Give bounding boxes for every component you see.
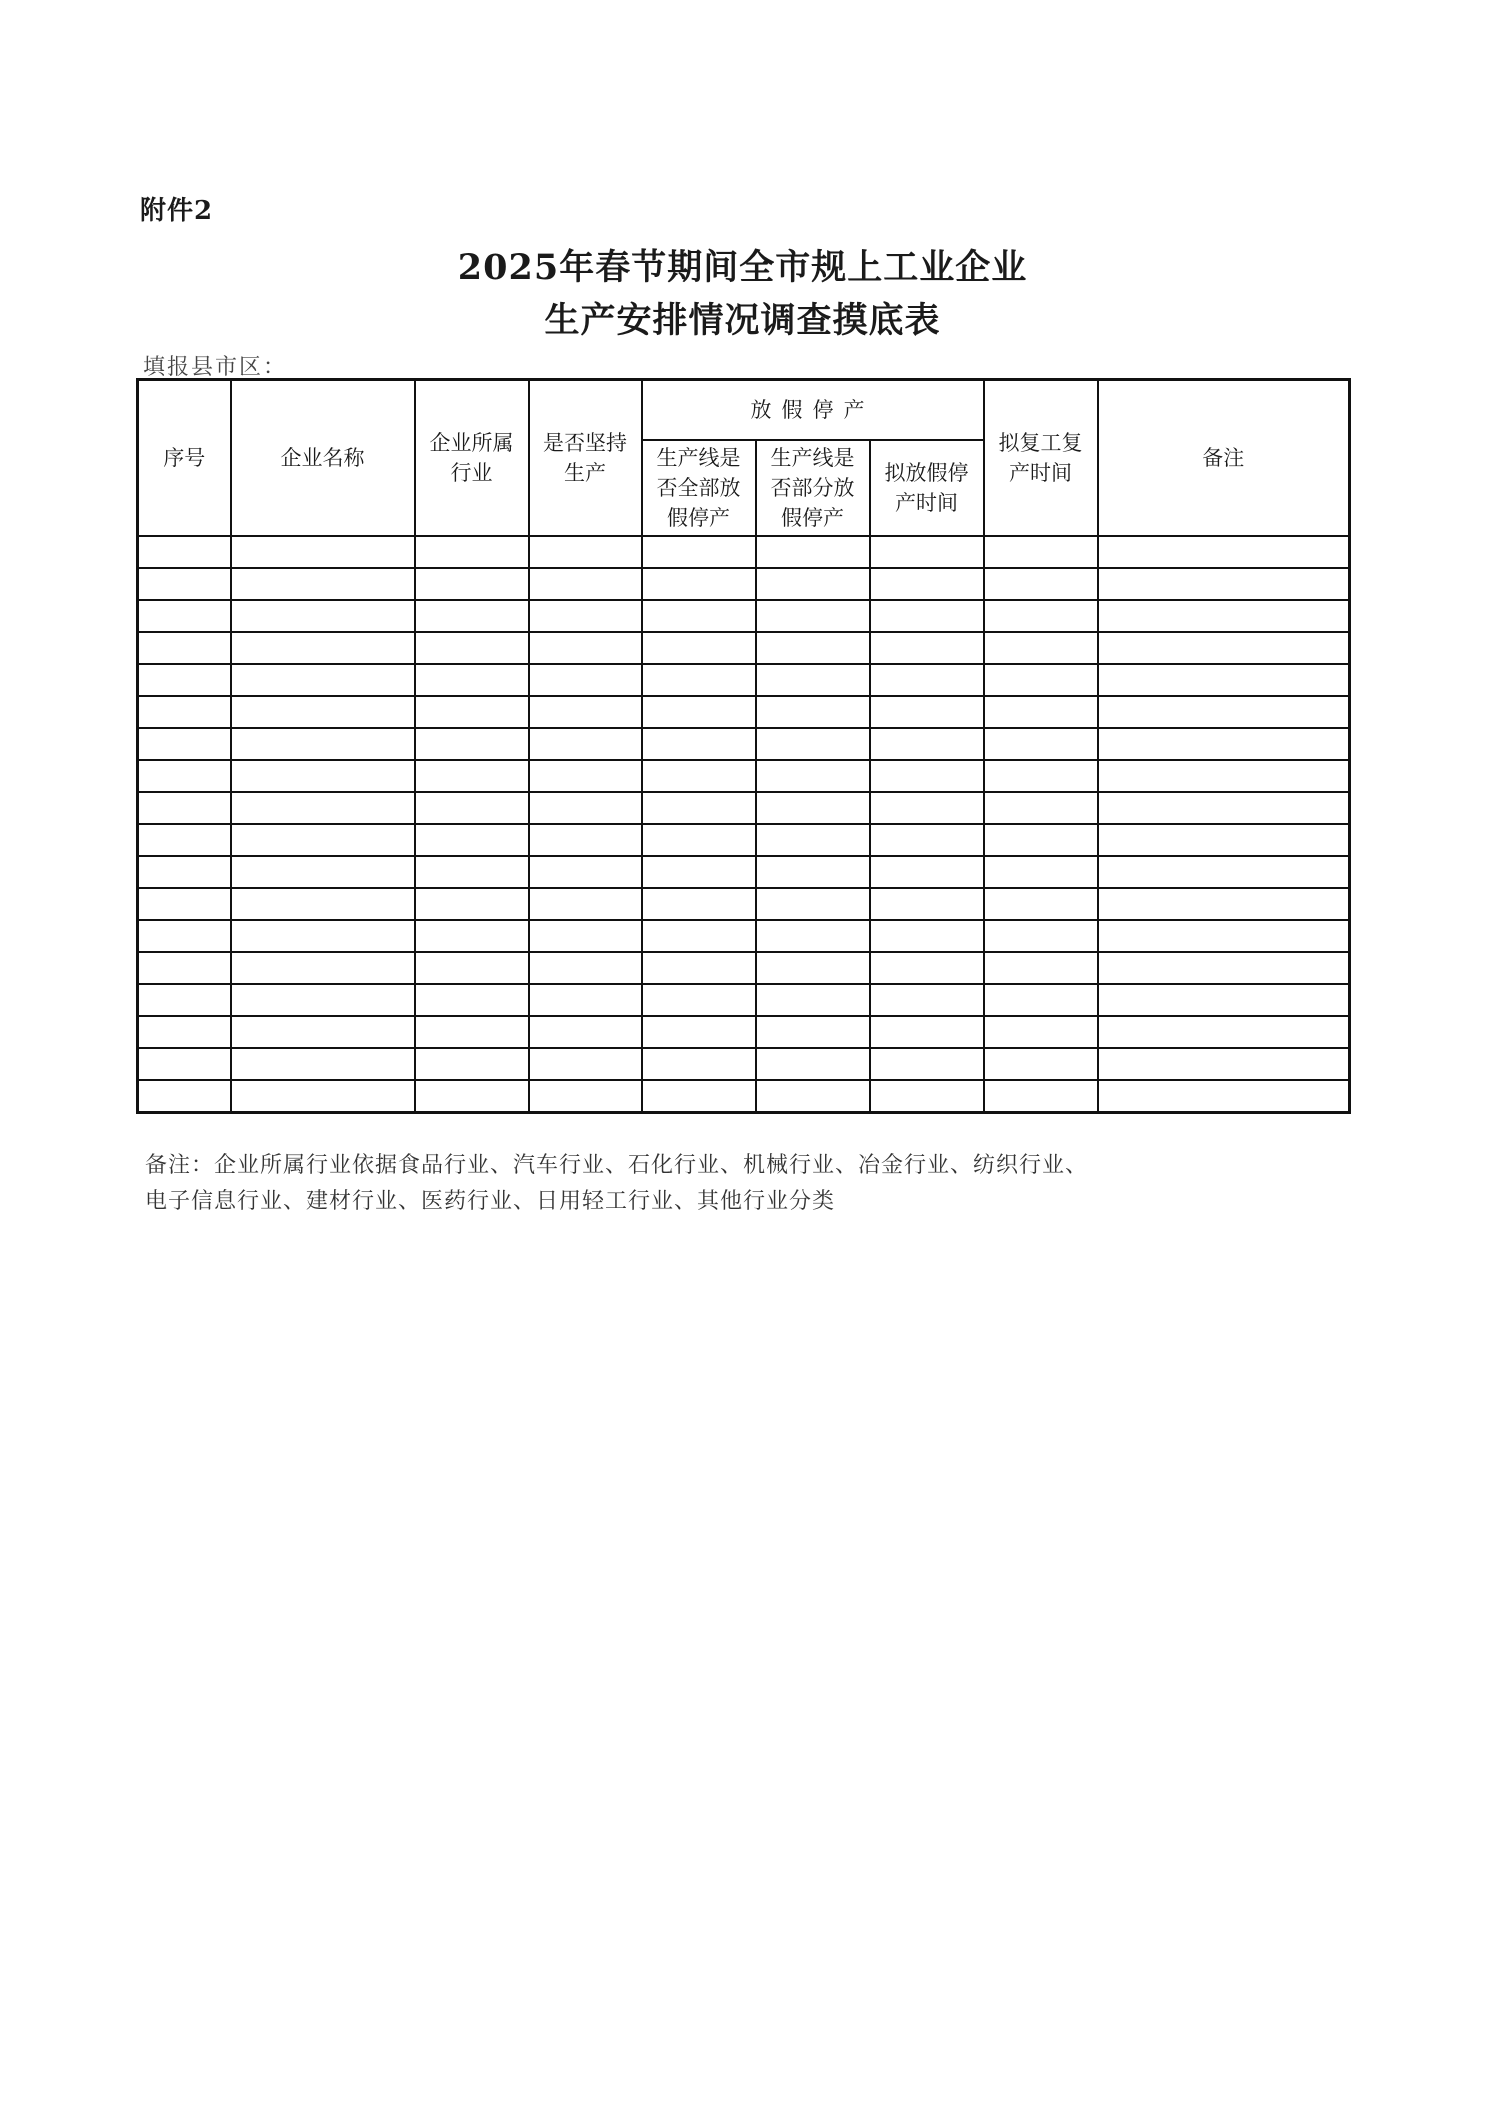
table-cell[interactable]: [529, 1080, 642, 1113]
table-row: [138, 792, 1350, 824]
table-cell[interactable]: [870, 1080, 984, 1113]
table-cell[interactable]: [642, 696, 756, 728]
table-cell[interactable]: [415, 920, 529, 952]
table-cell[interactable]: [529, 824, 642, 856]
table-row: [138, 600, 1350, 632]
table-cell[interactable]: [415, 888, 529, 920]
table-cell[interactable]: [642, 600, 756, 632]
table-cell[interactable]: [415, 824, 529, 856]
table-cell[interactable]: [756, 696, 870, 728]
table-cell[interactable]: [984, 600, 1098, 632]
table-cell[interactable]: [231, 984, 415, 1016]
table-row: [138, 696, 1350, 728]
table-cell[interactable]: [984, 824, 1098, 856]
table-cell[interactable]: [231, 1080, 415, 1113]
table-cell[interactable]: [756, 664, 870, 696]
table-cell[interactable]: [529, 600, 642, 632]
table-cell[interactable]: [870, 920, 984, 952]
table-cell[interactable]: [415, 760, 529, 792]
table-cell[interactable]: [1098, 856, 1350, 888]
table-cell[interactable]: [138, 792, 231, 824]
table-cell[interactable]: [529, 728, 642, 760]
header-seq: 序号: [138, 380, 231, 537]
table-cell[interactable]: [415, 856, 529, 888]
table-cell[interactable]: [756, 888, 870, 920]
table-cell[interactable]: [138, 696, 231, 728]
table-cell[interactable]: [870, 888, 984, 920]
table-cell[interactable]: [138, 1080, 231, 1113]
table-cell[interactable]: [529, 888, 642, 920]
table-cell[interactable]: [415, 632, 529, 664]
attachment-label: 附件2: [140, 196, 214, 226]
table-cell[interactable]: [1098, 888, 1350, 920]
table-cell[interactable]: [870, 568, 984, 600]
table-cell[interactable]: [231, 600, 415, 632]
table-cell[interactable]: [642, 1080, 756, 1113]
table-cell[interactable]: [529, 984, 642, 1016]
table-cell[interactable]: [642, 760, 756, 792]
table-cell[interactable]: [529, 536, 642, 568]
table-cell[interactable]: [642, 888, 756, 920]
table-cell[interactable]: [870, 632, 984, 664]
table-cell[interactable]: [138, 728, 231, 760]
table-cell[interactable]: [138, 1016, 231, 1048]
table-cell[interactable]: [756, 760, 870, 792]
table-cell[interactable]: [231, 888, 415, 920]
table-cell[interactable]: [1098, 696, 1350, 728]
table-cell[interactable]: [1098, 952, 1350, 984]
header-line-partial-stop: 生产线是否部分放假停产: [756, 440, 870, 536]
table-cell[interactable]: [984, 1048, 1098, 1080]
table-cell[interactable]: [984, 1016, 1098, 1048]
table-row: [138, 664, 1350, 696]
table-cell[interactable]: [1098, 632, 1350, 664]
table-cell[interactable]: [642, 568, 756, 600]
table-row: [138, 1080, 1350, 1113]
table-cell[interactable]: [1098, 1080, 1350, 1113]
table-cell[interactable]: [415, 792, 529, 824]
table-cell[interactable]: [231, 792, 415, 824]
table-cell[interactable]: [870, 664, 984, 696]
table-cell[interactable]: [138, 568, 231, 600]
table-row: [138, 920, 1350, 952]
table-cell[interactable]: [984, 696, 1098, 728]
header-planned-holiday-time: 拟放假停产时间: [870, 440, 984, 536]
table-cell[interactable]: [529, 632, 642, 664]
table-cell[interactable]: [984, 856, 1098, 888]
table-cell[interactable]: [870, 728, 984, 760]
table-cell[interactable]: [642, 536, 756, 568]
table-cell[interactable]: [870, 952, 984, 984]
table-cell[interactable]: [231, 568, 415, 600]
table-cell[interactable]: [756, 792, 870, 824]
table-cell[interactable]: [870, 1048, 984, 1080]
table-cell[interactable]: [642, 1016, 756, 1048]
table-cell[interactable]: [138, 984, 231, 1016]
table-cell[interactable]: [870, 600, 984, 632]
table-cell[interactable]: [231, 824, 415, 856]
table-row: [138, 632, 1350, 664]
table-cell[interactable]: [415, 536, 529, 568]
table-cell[interactable]: [529, 664, 642, 696]
table-cell[interactable]: [1098, 984, 1350, 1016]
survey-table: [136, 378, 1351, 1114]
header-planned-resume-time: 拟复工复产时间: [984, 380, 1098, 537]
table-cell[interactable]: [138, 664, 231, 696]
table-cell[interactable]: [984, 536, 1098, 568]
table-cell[interactable]: [138, 920, 231, 952]
table-cell[interactable]: [984, 1080, 1098, 1113]
note-line2: 电子信息行业、建材行业、医药行业、日用轻工行业、其他行业分类: [145, 1189, 836, 1214]
table-cell[interactable]: [870, 760, 984, 792]
table-cell[interactable]: [415, 1080, 529, 1113]
table-cell[interactable]: [1098, 664, 1350, 696]
table-cell[interactable]: [138, 760, 231, 792]
table-row: [138, 1016, 1350, 1048]
table-cell[interactable]: [642, 1048, 756, 1080]
table-row: [138, 888, 1350, 920]
table-cell[interactable]: [138, 536, 231, 568]
table-cell[interactable]: [756, 1016, 870, 1048]
table-cell[interactable]: [415, 952, 529, 984]
table-cell[interactable]: [756, 856, 870, 888]
table-cell[interactable]: [984, 664, 1098, 696]
page-title-line2: 生产安排情况调查摸底表: [544, 300, 941, 341]
table-row: [138, 824, 1350, 856]
table-cell[interactable]: [415, 1016, 529, 1048]
table-cell[interactable]: [870, 984, 984, 1016]
table-cell[interactable]: [756, 1048, 870, 1080]
table-cell[interactable]: [984, 568, 1098, 600]
table-cell[interactable]: [870, 824, 984, 856]
table-cell[interactable]: [529, 920, 642, 952]
table-cell[interactable]: [415, 728, 529, 760]
table-cell[interactable]: [756, 1080, 870, 1113]
table-cell[interactable]: [1098, 760, 1350, 792]
table-cell[interactable]: [870, 1016, 984, 1048]
table-row: [138, 856, 1350, 888]
table-cell[interactable]: [870, 536, 984, 568]
table-cell[interactable]: [231, 920, 415, 952]
table-row: [138, 728, 1350, 760]
table-cell[interactable]: [870, 696, 984, 728]
table-cell[interactable]: [415, 696, 529, 728]
table-cell[interactable]: [642, 952, 756, 984]
table-cell[interactable]: [231, 696, 415, 728]
table-cell[interactable]: [642, 728, 756, 760]
table-cell[interactable]: [984, 632, 1098, 664]
header-continue-production: 是否坚持生产: [529, 380, 642, 537]
table-cell[interactable]: [984, 920, 1098, 952]
table-cell[interactable]: [1098, 1048, 1350, 1080]
table-cell[interactable]: [138, 952, 231, 984]
table-cell[interactable]: [231, 536, 415, 568]
table-cell[interactable]: [231, 728, 415, 760]
table-cell[interactable]: [231, 1016, 415, 1048]
header-remarks: 备注: [1098, 380, 1350, 537]
header-row-top: [138, 380, 1350, 441]
table-cell[interactable]: [642, 984, 756, 1016]
header-line-full-stop: 生产线是否全部放假停产: [642, 440, 756, 536]
table-cell[interactable]: [756, 952, 870, 984]
table-cell[interactable]: [642, 792, 756, 824]
table-cell[interactable]: [231, 664, 415, 696]
header-industry: 企业所属行业: [415, 380, 529, 537]
table-cell[interactable]: [529, 760, 642, 792]
table-cell[interactable]: [231, 632, 415, 664]
table-cell[interactable]: [415, 568, 529, 600]
table-cell[interactable]: [415, 1048, 529, 1080]
table-cell[interactable]: [984, 888, 1098, 920]
table-cell[interactable]: [1098, 536, 1350, 568]
table-cell[interactable]: [756, 984, 870, 1016]
table-cell[interactable]: [1098, 600, 1350, 632]
table-row: [138, 568, 1350, 600]
page-title-line1: 2025年春节期间全市规上工业企业: [457, 247, 1028, 288]
table-cell[interactable]: [642, 856, 756, 888]
table-cell[interactable]: [756, 600, 870, 632]
table-cell[interactable]: [642, 824, 756, 856]
table-cell[interactable]: [1098, 1016, 1350, 1048]
table-cell[interactable]: [984, 792, 1098, 824]
table-cell[interactable]: [529, 952, 642, 984]
table-cell[interactable]: [231, 760, 415, 792]
table-cell[interactable]: [756, 632, 870, 664]
header-company-name: 企业名称: [231, 380, 415, 537]
table-cell[interactable]: [138, 632, 231, 664]
table-cell[interactable]: [138, 824, 231, 856]
table-cell[interactable]: [231, 1048, 415, 1080]
table-cell[interactable]: [756, 568, 870, 600]
table-row: [138, 984, 1350, 1016]
header-holiday-group: 放假停产: [642, 380, 984, 441]
table-cell[interactable]: [415, 600, 529, 632]
table-cell[interactable]: [529, 856, 642, 888]
table-cell[interactable]: [415, 984, 529, 1016]
table-cell[interactable]: [529, 1048, 642, 1080]
fill-county-label: 填报县市区：: [143, 355, 288, 380]
table-row: [138, 536, 1350, 568]
table-row: [138, 952, 1350, 984]
table-cell[interactable]: [756, 728, 870, 760]
table-cell[interactable]: [870, 856, 984, 888]
table-cell[interactable]: [870, 792, 984, 824]
table-cell[interactable]: [231, 952, 415, 984]
table-cell[interactable]: [529, 696, 642, 728]
table-cell[interactable]: [984, 984, 1098, 1016]
table-cell[interactable]: [529, 792, 642, 824]
table-cell[interactable]: [138, 600, 231, 632]
table-cell[interactable]: [642, 664, 756, 696]
table-cell[interactable]: [138, 856, 231, 888]
table-cell[interactable]: [756, 824, 870, 856]
table-cell[interactable]: [138, 888, 231, 920]
table-cell[interactable]: [1098, 728, 1350, 760]
table-cell[interactable]: [642, 632, 756, 664]
note-line1: 备注：企业所属行业依据食品行业、汽车行业、石化行业、机械行业、冶金行业、纺织行业、: [145, 1153, 1089, 1178]
table-cell[interactable]: [642, 920, 756, 952]
table-row: [138, 760, 1350, 792]
table-cell[interactable]: [1098, 568, 1350, 600]
table-cell[interactable]: [231, 856, 415, 888]
table-cell[interactable]: [756, 920, 870, 952]
table-cell[interactable]: [1098, 920, 1350, 952]
table-cell[interactable]: [138, 1048, 231, 1080]
table-cell[interactable]: [984, 728, 1098, 760]
table-cell[interactable]: [1098, 824, 1350, 856]
table-cell[interactable]: [984, 760, 1098, 792]
table-row: [138, 1048, 1350, 1080]
table-cell[interactable]: [415, 664, 529, 696]
table-cell[interactable]: [529, 1016, 642, 1048]
table-cell[interactable]: [984, 952, 1098, 984]
table-cell[interactable]: [1098, 792, 1350, 824]
table-cell[interactable]: [529, 568, 642, 600]
table-cell[interactable]: [756, 536, 870, 568]
